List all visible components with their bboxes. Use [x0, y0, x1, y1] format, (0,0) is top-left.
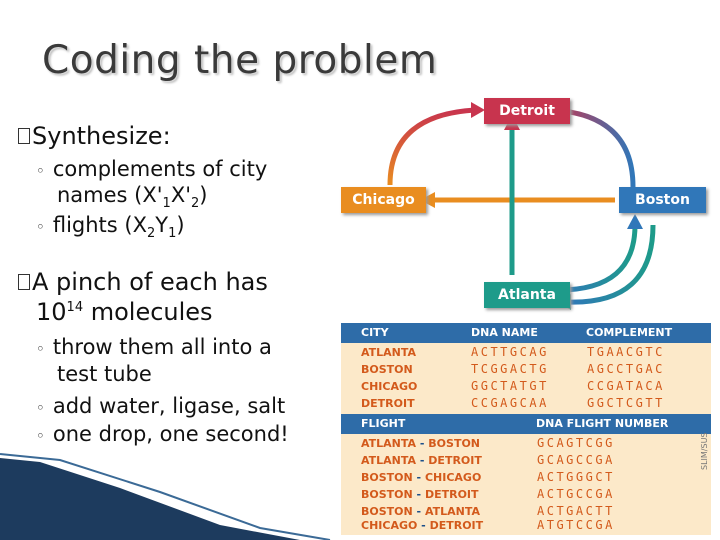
ring-bullet-icon: ◦: [36, 399, 45, 417]
sub-bullet-drop: ◦ one drop, one second!: [36, 422, 289, 446]
sub-bullet-throw: ◦ throw them all into a: [36, 335, 272, 359]
checkbox-bullet-icon: [18, 274, 30, 290]
header-complement: COMPLEMENT: [586, 326, 673, 339]
header-city: CITY: [361, 326, 389, 339]
ring-bullet-icon: ◦: [36, 218, 45, 236]
header-dna-flight: DNA FLIGHT NUMBER: [536, 417, 669, 430]
checkbox-bullet-icon: [18, 128, 30, 144]
bullet-pinch: A pinch of each has: [18, 268, 268, 296]
table-header-cities: [341, 323, 711, 343]
bullet-synthesize: Synthesize:: [18, 122, 171, 150]
image-credit: SLIM/SUS: [700, 432, 709, 470]
dna-table: CITY DNA NAME COMPLEMENT ATLANTA ACTTGCAG TGAACGTC BOSTON TCGGACTG AGCCTGAC CHICAGO GGCTATGT CCGATACA DETROIT CCGAGCAA GGCTCGTT FLIGHT DNA FLIGHT NUMBER ATLANTA - BOSTON GCAGTCGG ATLANTA - DETROIT GCAGCCGA BOSTON - CHICAGO ACTGGGCT BOSTON - DETROIT ACTGCCGA BOSTON - ATLANTA ACTGACTT CHICAGO - DETROIT ATGTCCGA: [341, 323, 711, 535]
sub-bullet-water: ◦ add water, ligase, salt: [36, 394, 286, 418]
ring-bullet-icon: ◦: [36, 427, 45, 445]
sub-bullet-complements: ◦ complements of city: [36, 157, 268, 181]
bullet-pinch-cont: $10^{14}$ molecules: [36, 298, 213, 326]
city-boston: Boston: [619, 187, 706, 213]
sub-bullet-throw-cont: test tube: [57, 362, 152, 386]
page-title: Coding the problem: [42, 38, 438, 83]
header-flight: FLIGHT: [361, 417, 406, 430]
route-chicago-detroit: [390, 110, 475, 185]
header-dna-name: DNA NAME: [471, 326, 538, 339]
ring-bullet-icon: ◦: [36, 162, 45, 180]
sub-bullet-flights: ◦ flights $(X_2Y_1)$: [36, 213, 185, 242]
arrow-head-icon: [627, 214, 643, 229]
sub-bullet-complements-cont: names $(X'_1X'_2)$: [57, 183, 208, 212]
city-detroit: Detroit: [484, 98, 570, 124]
corner-swoosh: [0, 440, 340, 540]
arrow-head-icon: [471, 102, 485, 118]
city-chicago: Chicago: [341, 187, 426, 213]
city-atlanta: Atlanta: [484, 282, 570, 308]
ring-bullet-icon: ◦: [36, 340, 45, 358]
route-atlanta-boston: [559, 225, 635, 290]
table-header-flights: [341, 414, 711, 434]
